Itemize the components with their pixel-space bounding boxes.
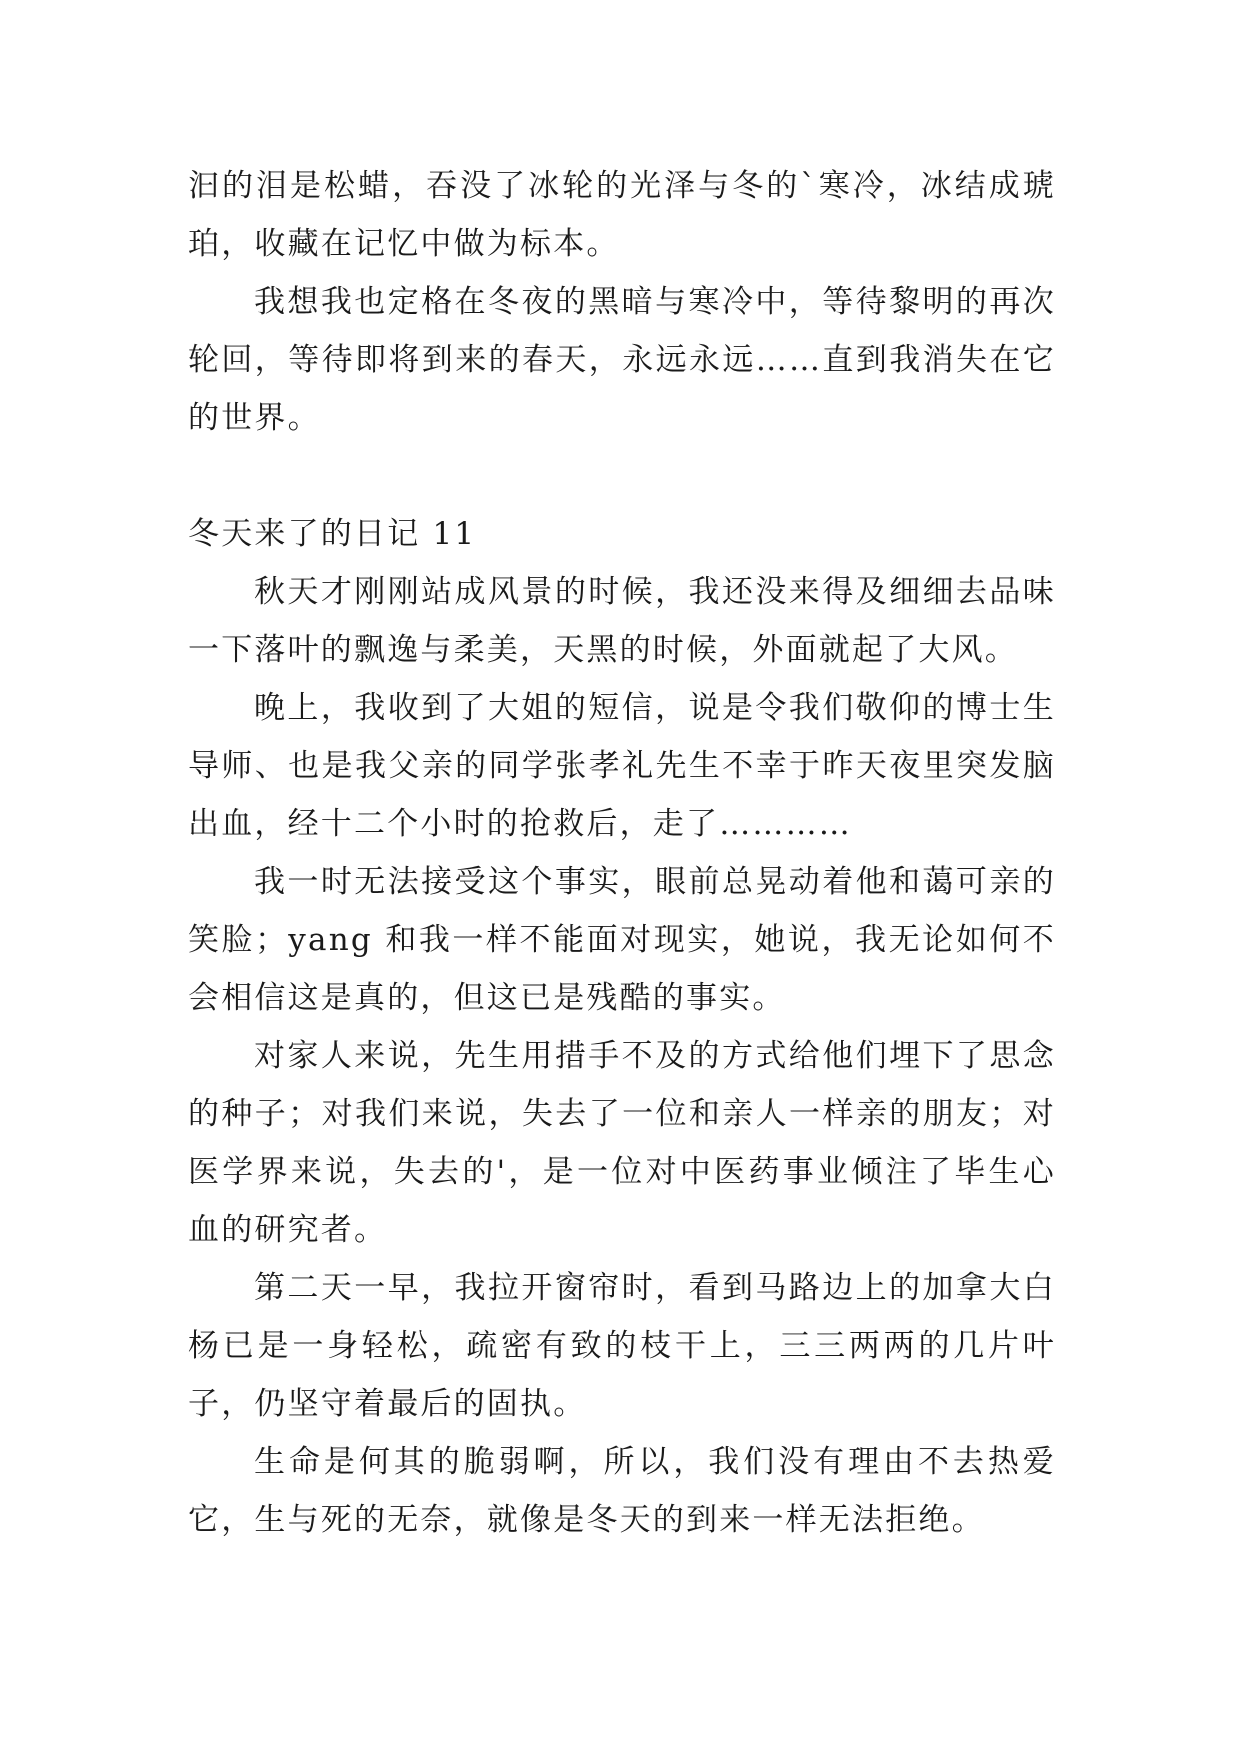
intro-paragraph-1: 汩的泪是松蜡，吞没了冰轮的光泽与冬的`寒冷，冰结成琥珀，收藏在记忆中做为标本。 xyxy=(188,168,1056,262)
intro-paragraph-2: 我想我也定格在冬夜的黑暗与寒冷中，等待黎明的再次轮回，等待即将到来的春天，永远永远……直到我消失在它的世界。 xyxy=(188,284,1056,436)
body-paragraph-6: 生命是何其的脆弱啊，所以，我们没有理由不去热爱它，生与死的无奈，就像是冬天的到来一样无法拒绝。 xyxy=(188,1444,1056,1538)
body-paragraph-5: 第二天一早，我拉开窗帘时，看到马路边上的加拿大白杨已是一身轻松，疏密有致的枝干上，三三两两的几片叶子，仍坚守着最后的固执。 xyxy=(188,1270,1056,1422)
section-spacer xyxy=(188,447,1056,505)
body-paragraph-4: 对家人来说，先生用措手不及的方式给他们埋下了思念的种子；对我们来说，失去了一位和亲人一样亲的朋友；对医学界来说，失去的'，是一位对中医药事业倾注了毕生心血的研究者。 xyxy=(188,1038,1056,1248)
section-title: 冬天来了的日记 11 xyxy=(188,516,477,552)
body-paragraph-3: 我一时无法接受这个事实，眼前总晃动着他和蔼可亲的笑脸；yang 和我一样不能面对现实，她说，我无论如何不会相信这是真的，但这已是残酷的事实。 xyxy=(188,864,1056,1016)
document-page xyxy=(188,157,1056,1549)
body-paragraph-2: 晚上，我收到了大姐的短信，说是令我们敬仰的博士生导师、也是我父亲的同学张孝礼先生不幸于昨天夜里突发脑出血，经十二个小时的抢救后，走了………… xyxy=(188,690,1056,842)
body-paragraph-1: 秋天才刚刚站成风景的时候，我还没来得及细细去品味一下落叶的飘逸与柔美，天黑的时候，外面就起了大风。 xyxy=(188,574,1056,668)
